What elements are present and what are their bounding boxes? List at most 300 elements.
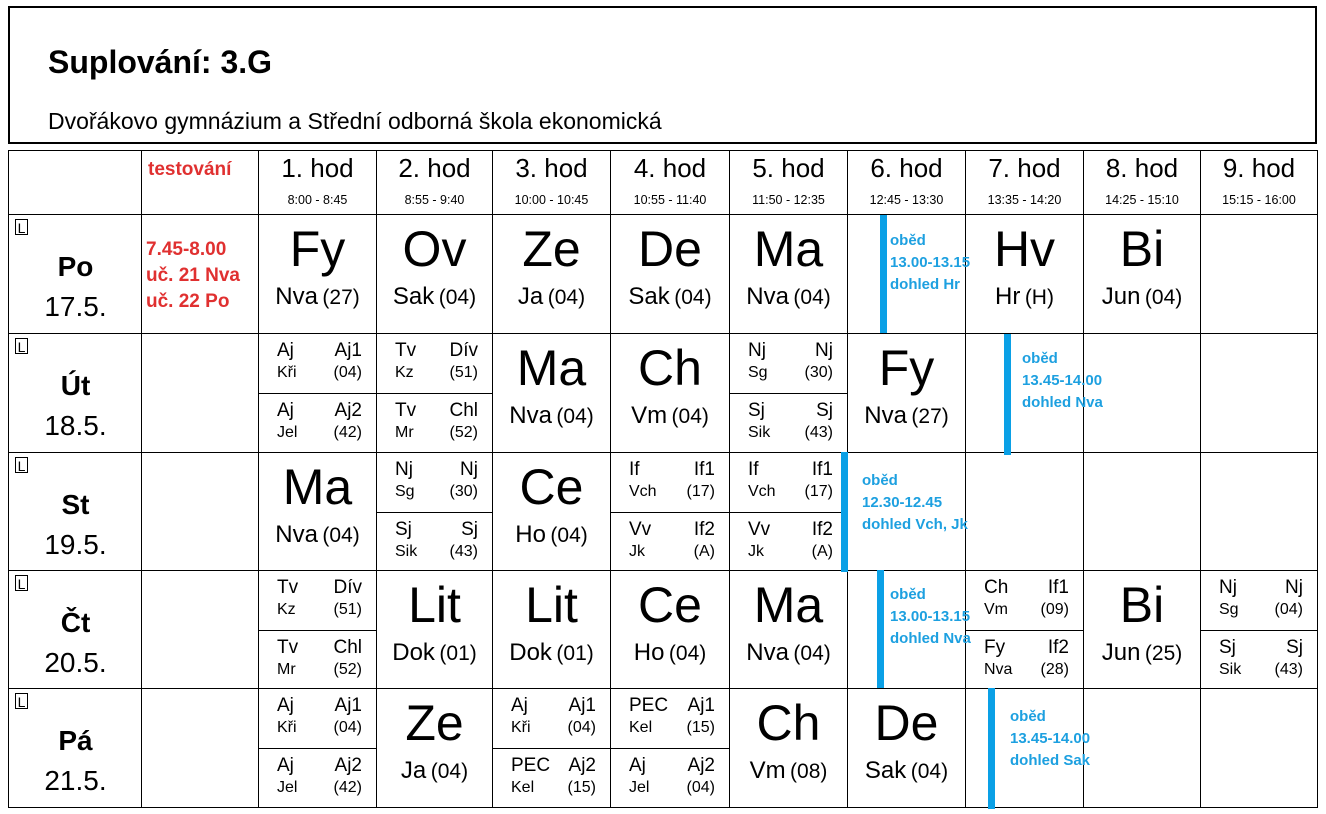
hour-header-5	[729, 150, 848, 215]
lesson-details	[377, 639, 492, 667]
lesson-teacher: Jun	[1101, 639, 1141, 666]
day-note-cell	[141, 688, 259, 808]
group-teacher: Mr	[277, 661, 296, 678]
lesson-cell	[376, 688, 493, 808]
lesson-cell	[610, 214, 730, 334]
group-lesson-top	[730, 334, 847, 393]
group-lesson-top	[259, 571, 376, 630]
group-name: If1	[811, 459, 833, 480]
group-teacher: Jk	[748, 543, 764, 560]
group-teacher: Kz	[395, 364, 414, 381]
lesson-cell	[1083, 570, 1201, 689]
group-room: (28)	[1040, 661, 1069, 678]
lesson-room: (04)	[322, 524, 360, 547]
day-marker: L	[15, 219, 28, 235]
lesson-cell	[729, 333, 848, 453]
group-room: (51)	[449, 364, 478, 381]
testing-note-line: 7.45-8.00	[146, 239, 227, 260]
lesson-cell	[258, 333, 377, 453]
lesson-room: (04)	[674, 286, 712, 309]
group-room: (04)	[1274, 601, 1303, 618]
group-lesson-bottom	[259, 748, 376, 807]
group-name: Aj1	[568, 695, 596, 716]
group-lesson-top	[966, 571, 1083, 630]
lesson-cell	[965, 452, 1084, 571]
lesson-teacher: Sak	[864, 757, 907, 784]
lesson-teacher: Sak	[392, 283, 435, 310]
hour-label: 5. hod	[752, 153, 825, 183]
lesson-subject: Bi	[1119, 577, 1165, 633]
group-subject: Tv	[277, 637, 299, 658]
lunch-note-line: 13.00-13.15	[890, 254, 971, 271]
lesson-subject: Ce	[638, 577, 702, 633]
group-teacher: Vch	[629, 483, 657, 500]
group-subject: Vv	[629, 519, 652, 540]
group-name: Nj	[1285, 577, 1303, 598]
group-name: Aj1	[334, 695, 362, 716]
lesson-room: (H)	[1024, 286, 1054, 309]
document-header	[8, 6, 1317, 144]
group-lesson-top	[730, 453, 847, 512]
hour-time: 15:15 - 16:00	[1222, 193, 1296, 207]
lesson-cell	[492, 570, 611, 689]
group-teacher: Jel	[629, 779, 650, 796]
group-subject: Nj	[395, 459, 413, 480]
group-room: (42)	[333, 779, 362, 796]
day-cell	[8, 214, 142, 334]
day-cell	[8, 688, 142, 808]
group-teacher: Kři	[511, 719, 531, 736]
group-subject: PEC	[511, 755, 551, 776]
hour-label: 1. hod	[281, 153, 354, 183]
day-date: 19.5.	[44, 529, 107, 560]
lesson-room: (01)	[556, 642, 594, 665]
lesson-details	[493, 402, 610, 430]
group-teacher: Jel	[277, 424, 298, 441]
lesson-cell	[847, 333, 966, 453]
lesson-room: (04)	[550, 524, 588, 547]
group-lesson-bottom	[377, 512, 492, 571]
lesson-cell	[729, 214, 848, 334]
lunch-note-line: dohled Sak	[1010, 752, 1091, 769]
lunch-note-line: oběd	[890, 232, 926, 249]
lesson-room: (27)	[322, 286, 360, 309]
lesson-cell	[1083, 214, 1201, 334]
lunch-note-line: 13.45-14.00	[1022, 372, 1103, 389]
group-subject: Aj	[277, 755, 294, 776]
day-note-cell	[141, 452, 259, 571]
lesson-room: (04)	[556, 405, 594, 428]
testing-label: testování	[148, 159, 232, 180]
group-room: (09)	[1040, 601, 1069, 618]
day-name: Po	[57, 251, 94, 282]
lesson-room: (08)	[790, 760, 828, 783]
group-teacher: Sg	[395, 483, 415, 500]
lunch-note-line: oběd	[1022, 350, 1058, 367]
group-name: Chl	[449, 400, 478, 421]
lesson-cell	[492, 452, 611, 571]
lesson-cell	[610, 688, 730, 808]
lesson-cell	[1200, 570, 1318, 689]
lunch-marker-bar	[880, 215, 887, 333]
hour-time: 14:25 - 15:10	[1105, 193, 1179, 207]
lesson-details	[966, 283, 1083, 311]
lesson-subject: Ch	[638, 340, 702, 396]
lesson-room: (04)	[430, 760, 469, 783]
hour-time: 10:55 - 11:40	[633, 193, 707, 207]
group-lesson-top	[611, 689, 729, 748]
lesson-cell	[729, 452, 848, 571]
lesson-room: (04)	[793, 642, 831, 665]
group-lesson-top	[493, 689, 610, 748]
hour-header-6	[847, 150, 966, 215]
group-room: (A)	[693, 543, 715, 560]
lesson-teacher: Dok	[509, 639, 552, 666]
hour-header-7	[965, 150, 1084, 215]
day-marker: L	[15, 338, 28, 354]
lunch-marker-bar	[1004, 334, 1011, 455]
lesson-cell	[1083, 688, 1201, 808]
lesson-room: (27)	[911, 405, 949, 428]
lesson-subject: Ze	[522, 221, 581, 277]
lesson-subject: Ce	[519, 459, 584, 515]
lesson-cell	[965, 570, 1084, 689]
lesson-details	[730, 639, 847, 667]
lesson-teacher: Ja	[400, 757, 427, 784]
hour-label: 9. hod	[1222, 153, 1296, 183]
lesson-cell	[376, 214, 493, 334]
group-name: Aj2	[687, 755, 715, 776]
group-name: If2	[693, 519, 715, 540]
lesson-room: (04)	[668, 642, 707, 665]
day-name: St	[61, 489, 90, 520]
lesson-cell	[492, 688, 611, 808]
lesson-subject: Hv	[993, 221, 1056, 277]
group-lesson-top	[611, 453, 729, 512]
lesson-details	[493, 521, 610, 549]
lunch-note-line: 12.30-12.45	[862, 494, 943, 511]
lesson-subject: Ma	[282, 459, 353, 515]
group-name: Aj1	[334, 340, 362, 361]
group-room: (04)	[333, 719, 362, 736]
lesson-teacher: Nva	[746, 283, 789, 310]
lesson-teacher: Nva	[275, 521, 318, 548]
hour-label: 8. hod	[1105, 153, 1179, 183]
group-teacher: Vch	[748, 483, 776, 500]
lesson-details	[493, 639, 610, 667]
group-lesson-top	[377, 453, 492, 512]
lesson-details	[848, 402, 965, 430]
school-name: Dvořákovo gymnázium a Střední odborná škola ekonomická	[48, 108, 662, 134]
lesson-cell	[729, 688, 848, 808]
group-subject: Nj	[1219, 577, 1237, 598]
lesson-cell	[258, 688, 377, 808]
lesson-cell	[610, 570, 730, 689]
group-teacher: Vm	[984, 601, 1008, 618]
day-marker: L	[15, 575, 28, 591]
hour-time: 10:00 - 10:45	[514, 193, 589, 207]
lesson-cell	[258, 452, 377, 571]
lesson-cell	[258, 570, 377, 689]
group-room: (52)	[333, 661, 362, 678]
lesson-teacher: Ho	[633, 639, 665, 666]
lesson-teacher: Sak	[628, 283, 670, 310]
day-marker: L	[15, 457, 28, 473]
group-teacher: Kel	[511, 779, 535, 796]
group-subject: Sj	[395, 519, 412, 540]
group-name: Aj2	[334, 755, 362, 776]
page-title: Suplování: 3.G	[48, 44, 273, 80]
group-lesson-bottom	[730, 393, 847, 452]
group-lesson-top	[259, 689, 376, 748]
lunch-note	[1010, 706, 1090, 772]
lesson-subject: Ze	[405, 695, 464, 751]
hour-time: 11:50 - 12:35	[752, 193, 825, 207]
group-lesson-bottom	[259, 393, 376, 452]
lunch-note-line: 13.00-13.15	[890, 608, 971, 625]
group-subject: If	[748, 459, 759, 480]
day-date: 21.5.	[44, 765, 107, 796]
lunch-marker-bar	[877, 570, 884, 688]
hour-time: 8:00 - 8:45	[287, 193, 348, 207]
day-date: 17.5.	[44, 291, 107, 322]
hour-time: 12:45 - 13:30	[869, 193, 944, 207]
group-subject: Aj	[511, 695, 528, 716]
lesson-cell	[610, 452, 730, 571]
group-name: Aj1	[687, 695, 715, 716]
lesson-details	[611, 639, 729, 667]
group-name: If2	[811, 519, 833, 540]
lunch-marker-bar	[988, 688, 995, 809]
lesson-cell	[1200, 214, 1318, 334]
lesson-room: (04)	[910, 760, 949, 783]
group-name: Nj	[815, 340, 833, 361]
group-lesson-bottom	[730, 512, 847, 571]
lesson-teacher: Ho	[515, 521, 546, 548]
lesson-subject: Ov	[402, 221, 467, 277]
lesson-details	[1084, 283, 1200, 311]
group-subject: If	[629, 459, 640, 480]
group-teacher: Jk	[629, 543, 645, 560]
day-cell	[8, 333, 142, 453]
lesson-cell	[492, 214, 611, 334]
lesson-cell	[965, 214, 1084, 334]
group-lesson-top	[377, 334, 492, 393]
lesson-subject: Ma	[516, 340, 587, 396]
lesson-room: (04)	[438, 286, 477, 309]
group-teacher: Sik	[1219, 661, 1242, 678]
group-name: Sj	[816, 400, 833, 421]
lunch-note	[890, 584, 971, 650]
hour-time: 13:35 - 14:20	[987, 193, 1062, 207]
corner-cell	[8, 150, 142, 215]
group-subject: Aj	[277, 340, 294, 361]
lesson-details	[730, 283, 847, 311]
hour-label: 3. hod	[515, 153, 588, 183]
day-date: 20.5.	[44, 647, 107, 678]
lunch-note-line: dohled Nva	[1022, 394, 1103, 411]
day-name: Čt	[60, 607, 91, 638]
group-room: (15)	[686, 719, 715, 736]
hour-time: 8:55 - 9:40	[404, 193, 465, 207]
lunch-note-line: oběd	[890, 586, 926, 603]
lunch-note-line: dohled Nva	[890, 630, 971, 647]
group-room: (43)	[1274, 661, 1303, 678]
lesson-teacher: Nva	[275, 283, 318, 310]
day-date: 18.5.	[44, 410, 107, 441]
group-subject: Nj	[748, 340, 766, 361]
lesson-room: (01)	[439, 642, 477, 665]
lesson-details	[611, 402, 729, 430]
group-room: (04)	[686, 779, 715, 796]
testing-note-line: uč. 21 Nva	[146, 265, 240, 286]
lesson-cell	[1200, 688, 1318, 808]
group-name: Dív	[449, 340, 478, 361]
group-room: (15)	[567, 779, 596, 796]
group-teacher: Kři	[277, 719, 297, 736]
group-subject: Aj	[277, 400, 294, 421]
group-name: If1	[693, 459, 715, 480]
lesson-room: (04)	[793, 286, 831, 309]
group-subject: Tv	[395, 340, 417, 361]
lesson-cell	[376, 452, 493, 571]
group-subject: Ch	[984, 577, 1009, 598]
group-subject: Fy	[984, 637, 1006, 658]
hour-label: 7. hod	[988, 153, 1061, 183]
lesson-room: (04)	[1144, 286, 1183, 309]
group-teacher: Kel	[629, 719, 653, 736]
lesson-cell	[847, 688, 966, 808]
testing-note-line: uč. 22 Po	[146, 291, 230, 312]
group-subject: Aj	[277, 695, 294, 716]
lesson-teacher: Ja	[517, 283, 544, 310]
lunch-note-line: dohled Vch, Jk	[862, 516, 968, 533]
lesson-details	[1084, 639, 1200, 667]
group-subject: Sj	[748, 400, 765, 421]
lesson-subject: Fy	[289, 221, 346, 277]
lunch-note-line: dohled Hr	[890, 276, 960, 293]
lesson-details	[848, 757, 965, 785]
lesson-cell	[258, 214, 377, 334]
hour-header-4	[610, 150, 730, 215]
group-subject: Tv	[395, 400, 417, 421]
lunch-note	[862, 470, 968, 536]
lesson-room: (25)	[1144, 642, 1183, 665]
lesson-subject: Bi	[1119, 221, 1165, 277]
group-subject: Sj	[1219, 637, 1236, 658]
group-room: (17)	[686, 483, 715, 500]
group-lesson-bottom	[377, 393, 492, 452]
group-lesson-bottom	[1201, 630, 1317, 689]
day-cell	[8, 570, 142, 689]
hour-header-2	[376, 150, 493, 215]
lesson-cell	[1083, 452, 1201, 571]
group-room: (42)	[333, 424, 362, 441]
lesson-cell	[1200, 333, 1318, 453]
lesson-teacher: Nva	[509, 402, 552, 429]
lesson-details	[259, 521, 376, 549]
day-marker: L	[15, 693, 28, 709]
group-name: Aj2	[568, 755, 596, 776]
lesson-details	[377, 283, 492, 311]
lesson-details	[377, 757, 492, 785]
lesson-subject: Fy	[878, 340, 935, 396]
group-lesson-bottom	[611, 748, 729, 807]
group-lesson-bottom	[966, 630, 1083, 689]
day-name: Út	[60, 370, 91, 401]
group-lesson-top	[259, 334, 376, 393]
group-name: Nj	[460, 459, 478, 480]
group-name: Dív	[333, 577, 362, 598]
lunch-marker-bar	[841, 452, 848, 572]
lesson-teacher: Nva	[864, 402, 907, 429]
group-lesson-bottom	[493, 748, 610, 807]
lesson-teacher: Nva	[746, 639, 789, 666]
group-teacher: Sik	[748, 424, 771, 441]
group-room: (43)	[804, 424, 833, 441]
day-cell	[8, 452, 142, 571]
lesson-cell	[1200, 452, 1318, 571]
lesson-subject: Lit	[408, 577, 461, 633]
testing-header-cell	[141, 150, 259, 215]
group-name: If1	[1047, 577, 1069, 598]
hour-label: 2. hod	[398, 153, 471, 183]
lesson-teacher: Hr	[995, 283, 1021, 310]
lesson-subject: De	[874, 695, 939, 751]
group-teacher: Kři	[277, 364, 297, 381]
lesson-details	[493, 283, 610, 311]
lesson-teacher: Vm	[631, 402, 668, 429]
group-teacher: Nva	[984, 661, 1013, 678]
lunch-note-line: oběd	[862, 472, 898, 489]
lesson-teacher: Jun	[1101, 283, 1141, 310]
lesson-details	[611, 283, 729, 311]
group-lesson-top	[1201, 571, 1317, 630]
group-room: (43)	[449, 543, 478, 560]
lunch-note-line: 13.45-14.00	[1010, 730, 1091, 747]
lesson-subject: Lit	[525, 577, 578, 633]
lesson-room: (04)	[671, 405, 709, 428]
lesson-subject: Ma	[753, 221, 824, 277]
group-room: (30)	[449, 483, 478, 500]
day-name: Pá	[58, 725, 93, 756]
lunch-note	[1022, 348, 1103, 414]
lesson-teacher: Vm	[749, 757, 786, 784]
lesson-teacher: Dok	[392, 639, 435, 666]
group-name: Aj2	[334, 400, 362, 421]
hour-header-1	[258, 150, 377, 215]
lesson-subject: Ch	[756, 695, 821, 751]
group-room: (04)	[333, 364, 362, 381]
group-room: (52)	[449, 424, 478, 441]
group-room: (04)	[567, 719, 596, 736]
group-lesson-bottom	[611, 512, 729, 571]
lesson-cell	[376, 333, 493, 453]
group-room: (51)	[333, 601, 362, 618]
group-teacher: Sik	[395, 543, 418, 560]
day-note-cell	[141, 570, 259, 689]
lesson-details	[259, 283, 376, 311]
group-teacher: Jel	[277, 779, 298, 796]
lesson-cell	[729, 570, 848, 689]
day-note-cell	[141, 333, 259, 453]
lesson-cell	[376, 570, 493, 689]
hour-header-9	[1200, 150, 1318, 215]
group-teacher: Sg	[748, 364, 768, 381]
hour-label: 4. hod	[633, 153, 707, 183]
lesson-cell	[492, 333, 611, 453]
lesson-room: (04)	[547, 286, 586, 309]
